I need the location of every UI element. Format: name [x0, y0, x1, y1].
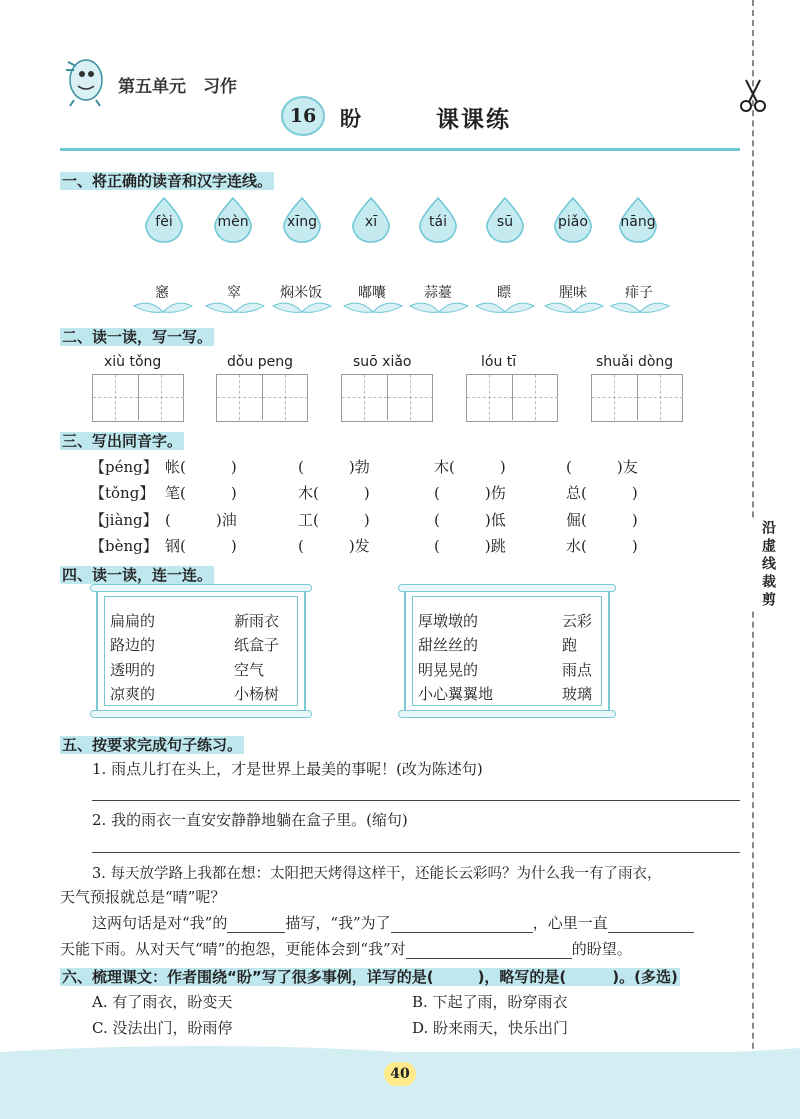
section1-title: 一、将正确的读音和汉字连线。: [62, 172, 273, 190]
leaf-icon: [408, 298, 470, 316]
pinyin-drop: xī: [347, 196, 395, 244]
writing-grid[interactable]: [341, 374, 433, 422]
pinyin-drop: xīng: [278, 196, 326, 244]
question-1: 1. 雨点儿打在头上，才是世界上最美的事呢！(改为陈述句): [92, 760, 483, 778]
section5-title: 五、按要求完成句子练习。: [62, 736, 243, 754]
question-3-line1: 3. 每天放学路上我都在想：太阳把天烤得这样干，还能长云彩吗？为什么我一有了雨衣，: [92, 866, 662, 882]
match-right-item: 雨点: [562, 661, 593, 679]
section2-title: 二、读一读，写一写。: [62, 328, 213, 346]
match-left-item: 明晃晃的: [418, 661, 479, 679]
lesson-tag: 课课练: [436, 107, 511, 133]
lesson-number-badge: 16: [281, 96, 325, 136]
pinyin-label: dǒu peng: [227, 354, 294, 370]
word-item: 嘟囔: [358, 285, 386, 301]
answer-line[interactable]: [92, 852, 740, 853]
word-item: 窸: [155, 285, 169, 301]
match-left-item: 甜丝丝的: [418, 636, 479, 654]
word-item: 蒜薹: [424, 285, 452, 301]
writing-grid[interactable]: [591, 374, 683, 422]
mascot-illustration: [60, 52, 108, 108]
leaf-icon: [609, 298, 671, 316]
pinyin-label: suō xiǎo: [353, 354, 412, 370]
header-divider: [60, 148, 740, 151]
pinyin-drop: sū: [481, 196, 529, 244]
answer-line[interactable]: [92, 800, 740, 801]
pinyin-label: xiù tǒng: [104, 354, 162, 370]
word-item: 窣: [227, 285, 241, 301]
question-3-line2: 天气预报就总是“晴”呢？: [60, 888, 226, 906]
section4-title: 四、读一读，连一连。: [62, 566, 213, 584]
option-a: A. 有了雨衣，盼变天: [92, 993, 233, 1011]
cut-label: 沿虚线裁剪: [752, 520, 778, 610]
leaf-icon: [271, 298, 333, 316]
leaf-icon: [132, 298, 194, 316]
match-right-item: 小杨树: [234, 685, 280, 703]
pinyin-drop: nāng: [614, 196, 662, 244]
pinyin-label: lóu tī: [481, 354, 517, 370]
match-left-item: 凉爽的: [110, 685, 156, 703]
unit-title: 第五单元 习作: [118, 77, 237, 97]
pinyin-drop: mèn: [209, 196, 257, 244]
scissors-icon: [738, 78, 768, 114]
pinyin-drop: piǎo: [549, 196, 597, 244]
match-left-item: 扁扁的: [110, 612, 156, 630]
match-left-item: 路边的: [110, 636, 156, 654]
match-right-item: 跑: [562, 636, 578, 654]
option-b: B. 下起了雨，盼穿雨衣: [412, 993, 568, 1011]
pinyin-drop: tái: [414, 196, 462, 244]
word-item: 痱子: [625, 285, 653, 301]
match-right-item: 玻璃: [562, 685, 593, 703]
writing-grid[interactable]: [466, 374, 558, 422]
option-d: D. 盼来雨天，快乐出门: [412, 1019, 569, 1037]
leaf-icon: [474, 298, 536, 316]
writing-grid[interactable]: [216, 374, 308, 422]
word-item: 腥味: [559, 285, 587, 301]
option-c: C. 没法出门，盼雨停: [92, 1019, 233, 1037]
section6-title: 六、梳理课文：作者围绕“盼”写了很多事例，详写的是( )，略写的是( )。(多选): [62, 968, 678, 986]
leaf-icon: [342, 298, 404, 316]
match-right-item: 新雨衣: [234, 612, 280, 630]
match-left-item: 小心翼翼地: [418, 685, 494, 703]
word-item: 焖米饭: [280, 285, 322, 301]
leaf-icon: [543, 298, 605, 316]
match-right-item: 纸盒子: [234, 636, 280, 654]
word-item: 瞟: [497, 285, 511, 301]
question-2: 2. 我的雨衣一直安安静静地躺在盒子里。(缩句): [92, 811, 408, 829]
section3-title: 三、写出同音字。: [62, 432, 183, 450]
question-3-fill-a: 这两句话是对“我”的 描写，“我”为了 ，心里一直: [92, 912, 694, 933]
leaf-icon: [204, 298, 266, 316]
match-right-item: 云彩: [562, 612, 593, 630]
matching-scroll-right: [404, 588, 610, 714]
matching-scroll-left: [96, 588, 306, 714]
pinyin-label: shuǎi dòng: [596, 354, 674, 370]
match-left-item: 厚墩墩的: [418, 612, 479, 630]
writing-grid[interactable]: [92, 374, 184, 422]
question-3-fill-b: 天能下雨。从对天气“晴”的抱怨，更能体会到“我”对 的盼望。: [60, 940, 632, 958]
pinyin-drop: fèi: [140, 196, 188, 244]
match-right-item: 空气: [234, 661, 265, 679]
lesson-title: 盼: [340, 106, 361, 131]
match-left-item: 透明的: [110, 661, 156, 679]
page-number: 40: [384, 1062, 416, 1086]
